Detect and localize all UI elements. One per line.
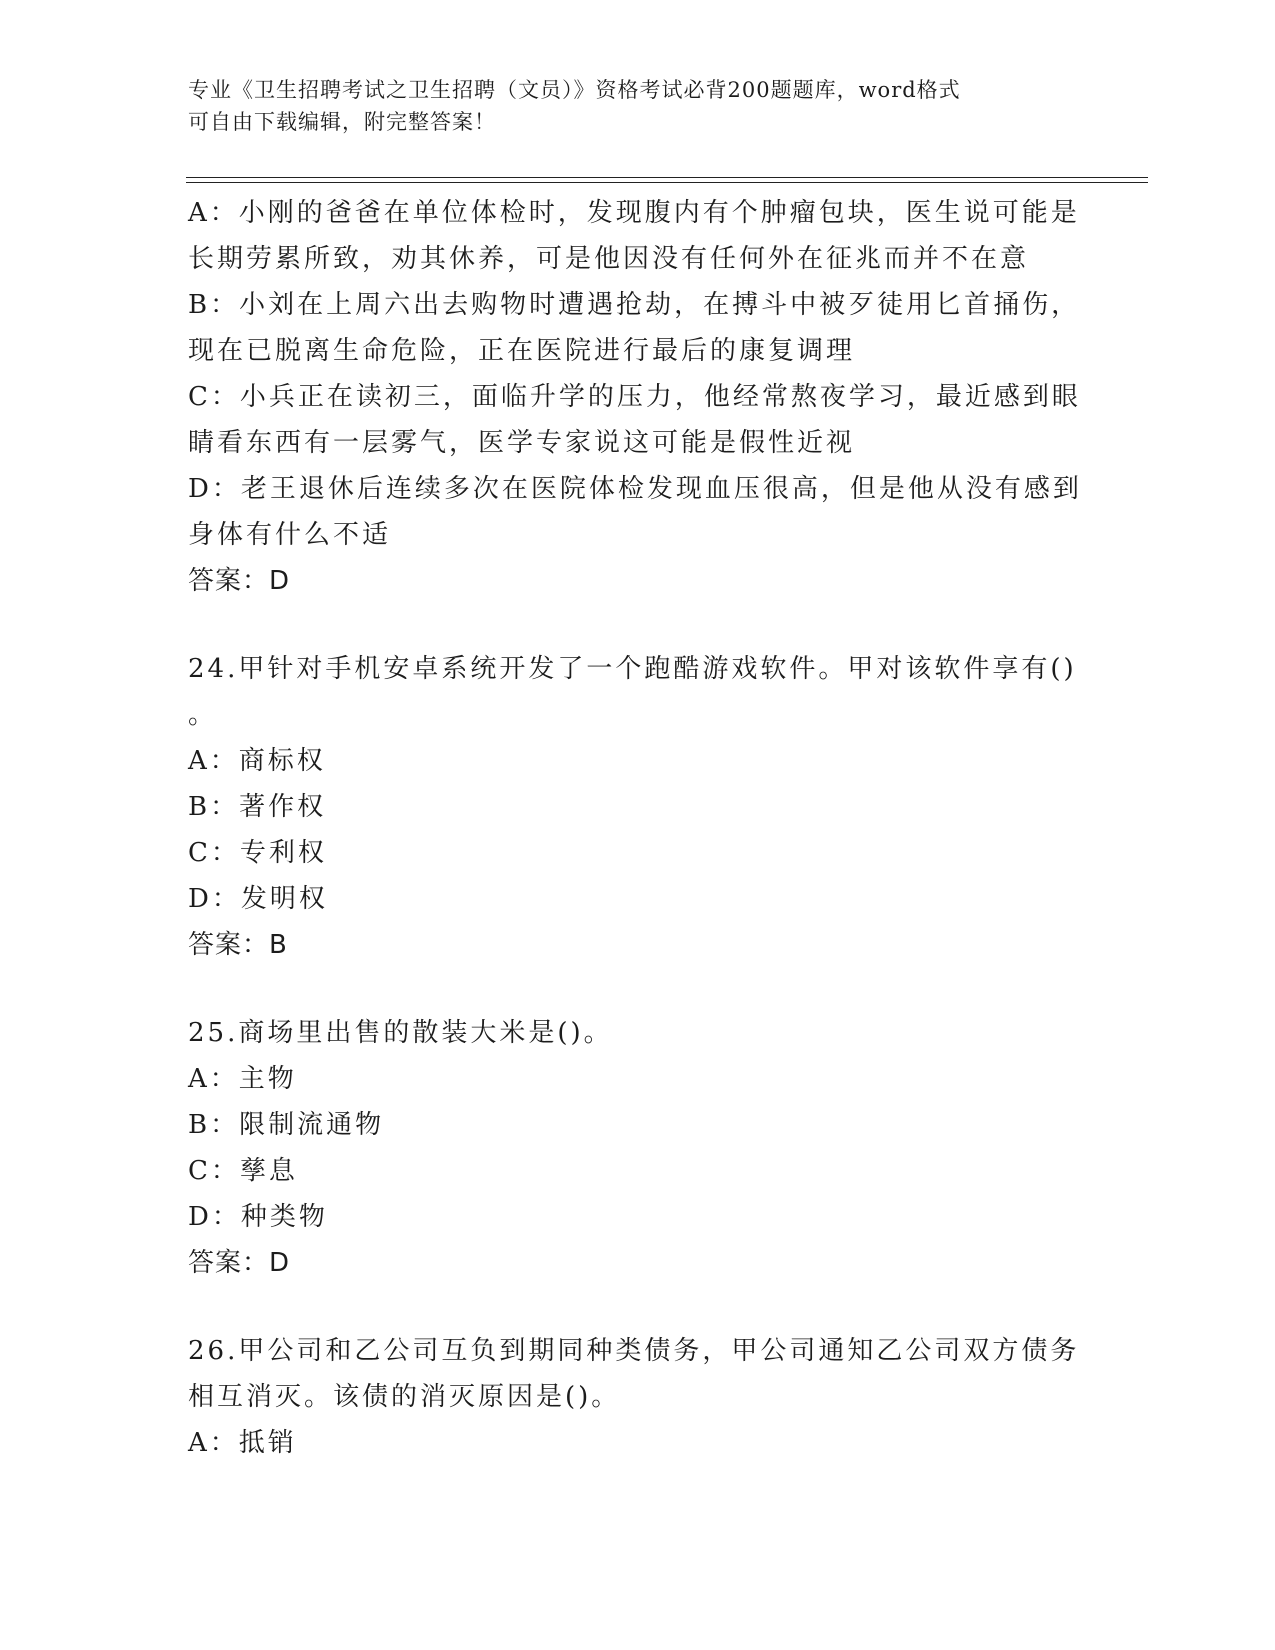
question-24-stem-line-1: 24.甲针对手机安卓系统开发了一个跑酷游戏软件。甲对该软件享有() xyxy=(188,654,1077,684)
question-26-stem-line-1: 26.甲公司和乙公司互负到期同种类债务，甲公司通知乙公司双方债务 xyxy=(188,1336,1080,1366)
question-24-option-d: D：发明权 xyxy=(188,884,328,914)
question-25-block xyxy=(188,1010,1088,1286)
spacer xyxy=(188,1286,1088,1328)
question-25-option-c: C：孳息 xyxy=(188,1156,298,1186)
question-25-option-d: D：种类物 xyxy=(188,1202,328,1232)
question-25-option-a: A：主物 xyxy=(188,1064,297,1094)
header-rule-bottom xyxy=(186,182,1148,183)
option-b-line-2: 现在已脱离生命危险，正在医院进行最后的康复调理 xyxy=(188,336,856,366)
question-24-stem-line-2: 。 xyxy=(188,700,218,730)
question-26-option-a: A：抵销 xyxy=(188,1428,297,1458)
question-25-stem: 25.商场里出售的散装大米是()。 xyxy=(188,1018,613,1048)
option-a-line-2: 长期劳累所致，劝其休养，可是他因没有任何外在征兆而并不在意 xyxy=(188,244,1030,274)
question-25-option-b: B：限制流通物 xyxy=(188,1110,385,1140)
option-d-line-2: 身体有什么不适 xyxy=(188,520,392,550)
document-header xyxy=(188,74,1068,138)
question-26-stem-line-2: 相互消灭。该债的消灭原因是()。 xyxy=(188,1382,621,1412)
option-c-line-1: C：小兵正在读初三，面临升学的压力，他经常熬夜学习，最近感到眼 xyxy=(188,382,1081,412)
question-23-block xyxy=(188,190,1088,604)
answer-25: 答案：D xyxy=(188,1248,291,1278)
question-24-option-b: B：著作权 xyxy=(188,792,327,822)
header-line-2: 可自由下载编辑，附完整答案！ xyxy=(188,110,496,134)
question-26-block xyxy=(188,1328,1088,1466)
question-24-block xyxy=(188,646,1088,968)
answer-24: 答案：B xyxy=(188,930,288,960)
answer-23: 答案：D xyxy=(188,566,291,596)
question-24-option-a: A：商标权 xyxy=(188,746,326,776)
header-line-1: 专业《卫生招聘考试之卫生招聘（文员）》资格考试必背200题题库，word格式 xyxy=(188,78,961,102)
spacer xyxy=(188,604,1088,646)
option-b-line-1: B：小刘在上周六出去购物时遭遇抢劫，在搏斗中被歹徒用匕首捅伤， xyxy=(188,290,1081,320)
option-d-line-1: D：老王退休后连续多次在医院体检发现血压很高，但是他从没有感到 xyxy=(188,474,1082,504)
spacer xyxy=(188,968,1088,1010)
question-content xyxy=(188,190,1088,1466)
header-rule-top xyxy=(186,177,1148,178)
question-24-option-c: C：专利权 xyxy=(188,838,327,868)
option-c-line-2: 睛看东西有一层雾气，医学专家说这可能是假性近视 xyxy=(188,428,856,458)
option-a-line-1: A：小刚的爸爸在单位体检时，发现腹内有个肿瘤包块，医生说可能是 xyxy=(188,198,1080,228)
